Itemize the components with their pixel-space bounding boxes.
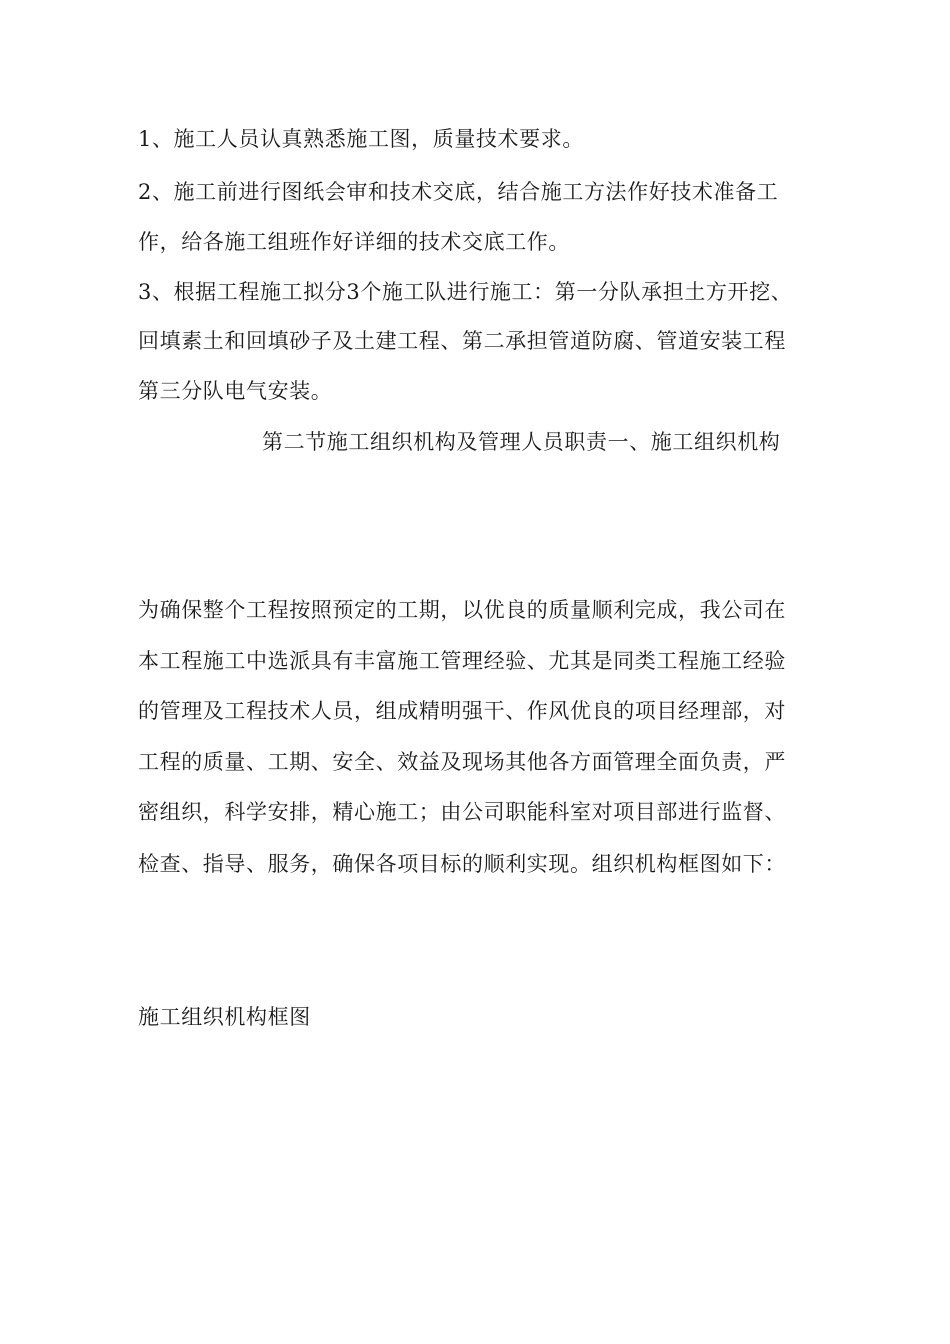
- paragraph-line-4: 工程的质量、工期、安全、效益及现场其他各方面管理全面负责，严: [138, 750, 786, 774]
- paragraph-line-2: 本工程施工中选派具有丰富施工管理经验、尤其是同类工程施工经验: [138, 649, 786, 673]
- list-item-1: 1、施工人员认真熟悉施工图，质量技术要求。: [138, 127, 584, 151]
- paragraph-line-3: 的管理及工程技术人员，组成精明强干、作风优良的项目经理部，对: [138, 699, 786, 723]
- paragraph-line-5: 密组织，科学安排，精心施工；由公司职能科室对项目部进行监督、: [138, 800, 786, 824]
- figure-caption: 施工组织机构框图: [138, 1005, 311, 1029]
- paragraph-line-6: 检查、指导、服务，确保各项目标的顺利实现。组织机构框图如下：: [138, 852, 786, 876]
- list-item-3-line-1: 3、根据工程施工拟分3个施工队进行施工：第一分队承担土方开挖、: [138, 280, 793, 304]
- list-item-2-line-1: 2、施工前进行图纸会审和技术交底，结合施工方法作好技术准备工: [138, 180, 779, 204]
- list-item-3-line-2: 回填素土和回填砂子及土建工程、第二承担管道防腐、管道安装工程: [138, 329, 786, 353]
- section-heading: 第二节施工组织机构及管理人员职责一、施工组织机构: [262, 430, 781, 454]
- list-item-3-line-3: 第三分队电气安装。: [138, 379, 333, 403]
- paragraph-line-1: 为确保整个工程按照预定的工期，以优良的质量顺利完成，我公司在: [138, 598, 786, 622]
- list-item-2-line-2: 作，给各施工组班作好详细的技术交底工作。: [138, 230, 570, 254]
